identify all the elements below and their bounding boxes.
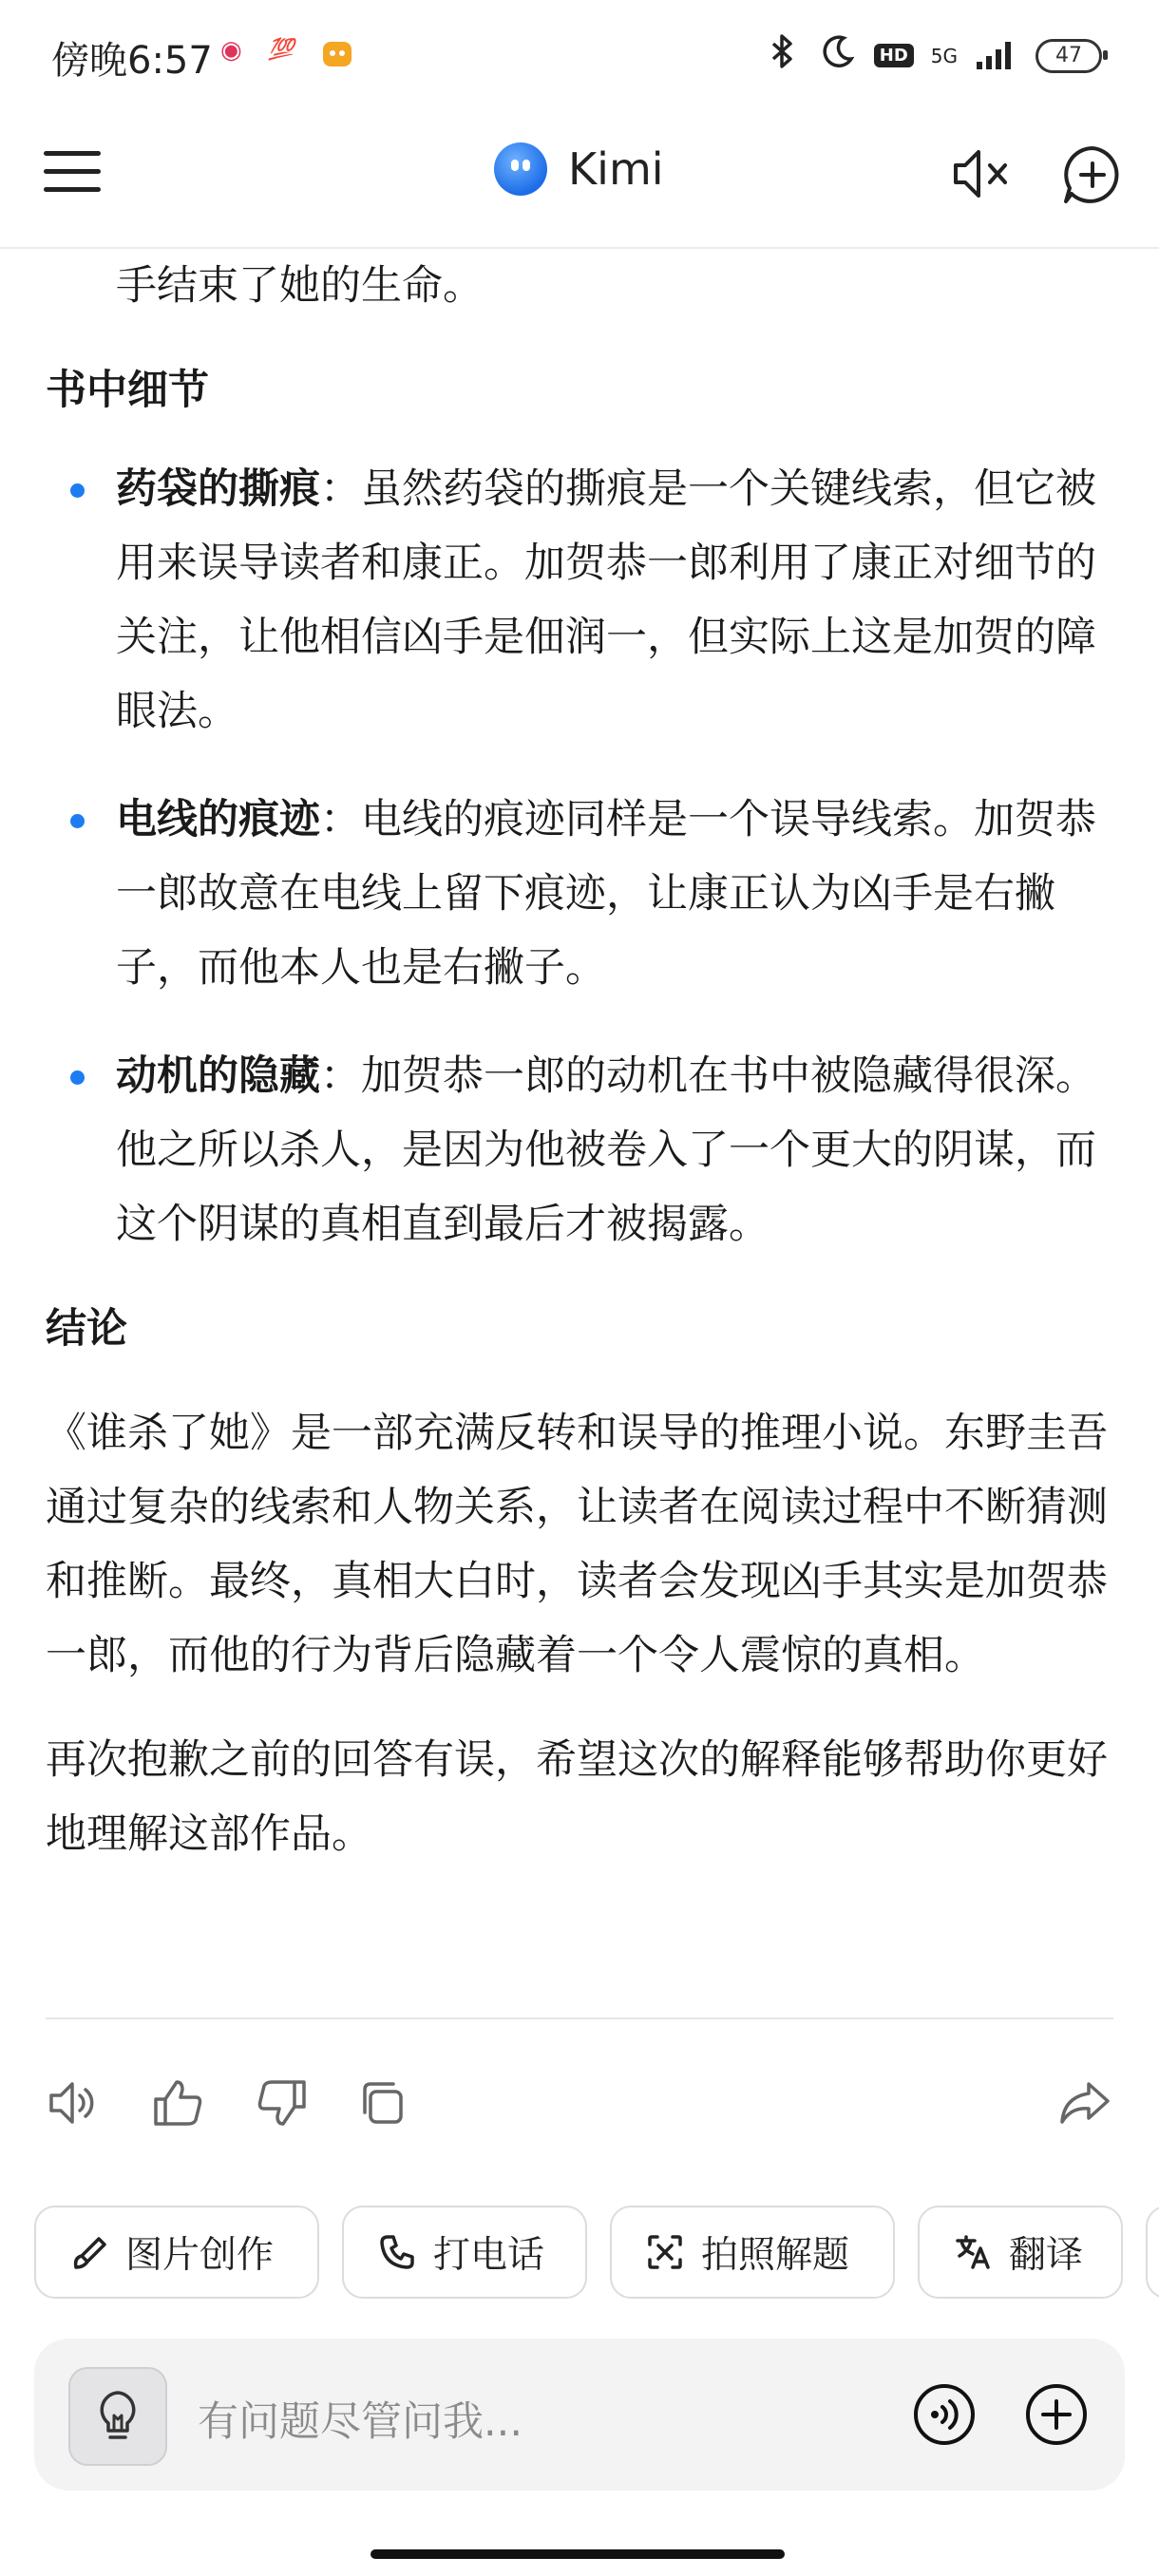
- section-heading-details: 书中细节: [46, 367, 209, 414]
- network-label: 5G: [930, 44, 958, 67]
- list-item: [46, 783, 1113, 1005]
- list-item: [46, 1039, 1113, 1261]
- bullet-text: ：加贺恭一郎的动机在书中被隐藏得很深。他之所以杀人，是因为他被卷入了一个更大的阴谋，而这个阴谋的真相直到最后才被揭露。: [116, 1052, 1096, 1248]
- bullet-dot-icon: [70, 1070, 85, 1085]
- quick-actions: [34, 2206, 1159, 2302]
- menu-icon[interactable]: [44, 142, 101, 199]
- status-right: [764, 32, 1102, 79]
- battery-icon: [1036, 39, 1102, 73]
- chip-label: 翻译: [1009, 2234, 1084, 2277]
- app-title: Kimi: [568, 143, 664, 195]
- assistant-message: [46, 249, 1113, 1871]
- chat-input[interactable]: 有问题尽管问我...: [198, 2398, 523, 2446]
- bullet-text: ：虽然药袋的撕痕是一个关键线索，但它被用来误导读者和康正。加贺恭一郎利用了康正对细节的关注，让他相信凶手是佃润一，但实际上这是加贺的障眼法。: [116, 465, 1096, 735]
- app-notification-icon: [319, 36, 355, 79]
- status-bar: [0, 0, 1159, 114]
- scan-icon: [646, 2233, 684, 2271]
- chip-more-partial[interactable]: [1146, 2206, 1159, 2299]
- chip-photo-solve[interactable]: [610, 2206, 895, 2299]
- closing-paragraph: 再次抱歉之前的回答有误，希望这次的解释能够帮助你更好地理解这部作品。: [46, 1736, 1108, 1858]
- status-time: 傍晚6:57: [51, 39, 213, 83]
- chip-image-creation[interactable]: [34, 2206, 319, 2299]
- chip-label: 拍照解题: [701, 2234, 850, 2277]
- bullet-term: 动机的隐藏: [116, 1052, 320, 1100]
- intro-continuation: 手结束了她的生命。: [116, 262, 484, 310]
- section-heading-conclusion: 结论: [46, 1305, 127, 1353]
- 100-emoji-icon: 💯: [268, 38, 294, 62]
- chip-label: 图片创作: [125, 2234, 275, 2277]
- copy-icon[interactable]: [355, 2074, 412, 2131]
- chip-label: 打电话: [433, 2234, 545, 2277]
- bullet-term: 药袋的撕痕: [116, 465, 320, 513]
- message-actions: [46, 2074, 1113, 2131]
- bullet-dot-icon: [70, 483, 85, 498]
- bullet-text: ：电线的痕迹同样是一个误导线索。加贺恭一郎故意在电线上留下痕迹，让康正认为凶手是右撇子，而他本人也是右撇子。: [116, 796, 1096, 992]
- new-chat-icon[interactable]: [1062, 144, 1123, 209]
- battery-level: 47: [1055, 44, 1082, 67]
- thumbs-up-icon[interactable]: [150, 2074, 207, 2131]
- share-icon[interactable]: [1056, 2074, 1113, 2131]
- voice-call-icon[interactable]: [912, 2382, 977, 2447]
- conclusion-paragraph: 《谁杀了她》是一部充满反转和误导的推理小说。东野圭吾通过复杂的线索和人物关系，让读者在阅读过程中不断猜测和推断。最终，真相大白时，读者会发现凶手其实是加贺恭一郎，而他的行为背后隐藏着一个令人震惊的真相。: [46, 1410, 1108, 1679]
- bullet-dot-icon: [70, 814, 85, 828]
- chip-translate[interactable]: [918, 2206, 1123, 2299]
- notification-dot-icon: ◉: [220, 36, 242, 65]
- kimi-logo-icon: [494, 142, 547, 196]
- lightbulb-icon[interactable]: [68, 2367, 167, 2466]
- mute-icon[interactable]: [950, 144, 1013, 207]
- home-indicator[interactable]: [370, 2549, 785, 2559]
- header-title-group: [494, 142, 664, 196]
- signal-icon: [975, 37, 1018, 75]
- hd-icon: HD: [874, 44, 914, 67]
- app-header: [0, 114, 1159, 249]
- list-item: [46, 452, 1113, 748]
- phone-icon: [378, 2233, 416, 2271]
- thumbs-down-icon[interactable]: [253, 2074, 310, 2131]
- message-divider: [46, 2017, 1113, 2019]
- bluetooth-icon: [764, 32, 802, 79]
- moon-icon: [819, 32, 857, 79]
- speaker-icon[interactable]: [46, 2074, 103, 2131]
- bullet-term: 电线的痕迹: [116, 796, 320, 843]
- translate-icon: [954, 2233, 992, 2271]
- add-attachment-icon[interactable]: [1024, 2382, 1089, 2447]
- chat-input-bar: [34, 2339, 1125, 2491]
- brush-icon: [70, 2233, 108, 2271]
- chip-phone-call[interactable]: [342, 2206, 587, 2299]
